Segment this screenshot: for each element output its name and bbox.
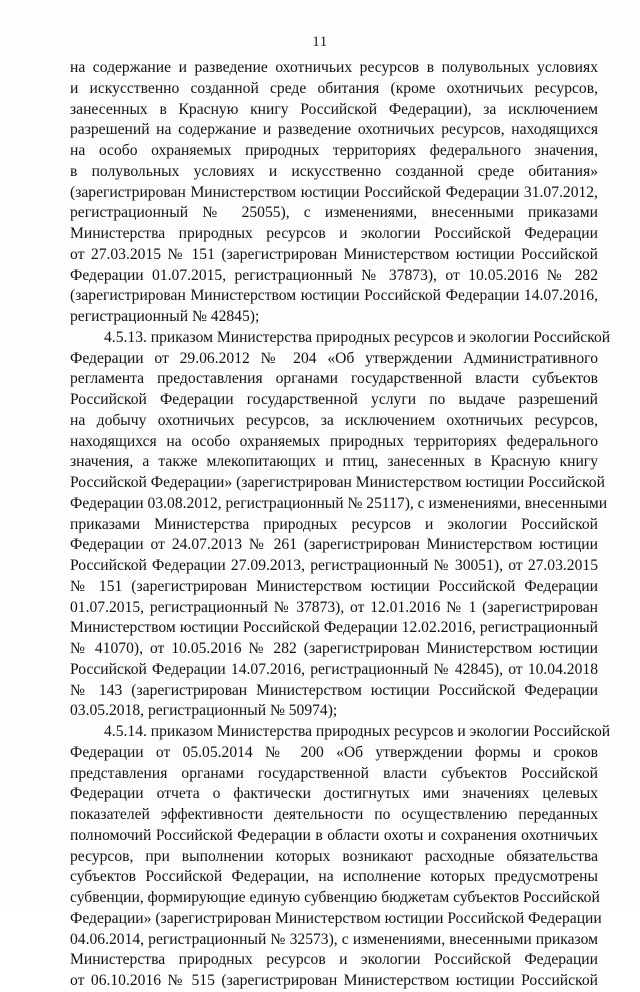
text-line: от 27.03.2015 № 151 (зарегистрирован Министерством юстиции Российской xyxy=(70,245,598,263)
text-line: Федерации от 05.05.2014 № 200 «Об утверждении формы и сроков xyxy=(70,743,598,761)
text-line: ресурсов, при выполнении которых возникают расходные обязательства xyxy=(70,847,598,865)
text-line: № 41070), от 10.05.2016 № 282 (зарегистрирован Министерством юстиции xyxy=(70,640,598,657)
text-line: на содержание и разведение охотничьих ресурсов в полувольных условиях xyxy=(70,59,598,76)
text-line: на добычу охотничьих ресурсов, за исключением охотничьих ресурсов, xyxy=(70,411,598,429)
text-line: (зарегистрирован Министерством юстиции Российской Федерации 31.07.2012, xyxy=(70,183,598,201)
text-line: регистрационный № 42845); xyxy=(70,308,260,325)
text-line: субъектов Российской Федерации, на исполнение которых предусмотрены xyxy=(70,868,598,886)
text-line: № 143 (зарегистрирован Министерством юстиции Российской Федерации xyxy=(70,681,598,699)
text-line: Министерства природных ресурсов и экологии Российской Федерации xyxy=(70,225,598,242)
text-line: приказами Министерства природных ресурсов и экологии Российской xyxy=(70,515,598,533)
text-line: разрешений на содержание и разведение охотничьих ресурсов, находящихся xyxy=(70,121,598,139)
text-line: Российской Федерации 27.09.2013, регистрационный № 30051), от 27.03.2015 xyxy=(70,557,598,574)
text-line: 4.5.14. приказом Министерства природных ресурсов и экологии Российской xyxy=(104,723,611,740)
text-line: значения, а также млекопитающих и птиц, занесенных в Красную книгу xyxy=(70,453,598,471)
text-line: представления органами государственной власти субъектов Российской xyxy=(70,764,598,782)
text-line: Федерации 03.08.2012, регистрационный № 25117), с изменениями, внесенными xyxy=(70,494,608,512)
text-line: Федерации 01.07.2015, регистрационный № 37873), от 10.05.2016 № 282 xyxy=(70,266,598,284)
text-line: Российской Федерации государственной услуги по выдаче разрешений xyxy=(70,391,598,408)
page-number: 11 xyxy=(312,34,328,50)
text-line: Федерации от 29.06.2012 № 204 «Об утверждении Административного xyxy=(70,349,598,367)
text-line: субвенции, формирующие единую субвенцию бюджетам субъектов Российской xyxy=(70,889,600,906)
text-line: № 151 (зарегистрирован Министерством юстиции Российской Федерации xyxy=(70,577,598,595)
text-line: Федерации отчета о фактически достигнутых ими значениях целевых xyxy=(70,785,598,803)
text-line: регистрационный № 25055), с изменениями, внесенными приказами xyxy=(70,204,598,222)
text-line: показателей эффективности деятельности по осуществлению переданных xyxy=(70,806,598,823)
text-line: находящихся на особо охраняемых природных территориях федерального xyxy=(70,432,598,450)
text-line: Министерством юстиции Российской Федерации 12.02.2016, регистрационный xyxy=(70,619,598,637)
text-line: полномочий Российской Федерации в области охоты и сохранения охотничьих xyxy=(70,826,598,844)
text-line: 4.5.13. приказом Министерства природных ресурсов и экологии Российской xyxy=(104,328,611,346)
text-line: Министерства природных ресурсов и экологии Российской Федерации xyxy=(70,951,598,969)
text-line: (зарегистрирован Министерством юстиции Российской Федерации 14.07.2016, xyxy=(70,287,598,305)
text-line: от 06.10.2016 № 515 (зарегистрирован Министерством юстиции Российской xyxy=(70,972,598,989)
text-line: регламента предоставления органами государственной власти субъектов xyxy=(70,370,598,388)
text-line: на особо охраняемых природных территориях федерального значения, xyxy=(70,142,598,159)
text-line: Федерации от 24.07.2013 № 261 (зарегистрирован Министерством юстиции xyxy=(70,536,598,554)
text-line: Федерации» (зарегистрирован Министерством юстиции Российской Федерации xyxy=(70,909,602,927)
document-body xyxy=(70,58,611,992)
text-line: в полувольных условиях и искусственно созданной среде обитания» xyxy=(70,162,598,180)
text-line: Российской Федерации 14.07.2016, регистрационный № 42845), от 10.04.2018 xyxy=(70,660,598,678)
text-line: 04.06.2014, регистрационный № 32573), с изменениями, внесенными приказом xyxy=(70,930,598,948)
text-line: 01.07.2015, регистрационный № 37873), от 12.01.2016 № 1 (зарегистрирован xyxy=(70,598,598,616)
text-line: Российской Федерации» (зарегистрирован Министерством юстиции Российской xyxy=(70,474,605,491)
text-line: и искусственно созданной среде обитания (кроме охотничьих ресурсов, xyxy=(70,79,598,97)
text-line: занесенных в Красную книгу Российской Федерации), за исключением xyxy=(70,100,598,118)
text-line: 03.05.2018, регистрационный № 50974); xyxy=(70,702,338,720)
